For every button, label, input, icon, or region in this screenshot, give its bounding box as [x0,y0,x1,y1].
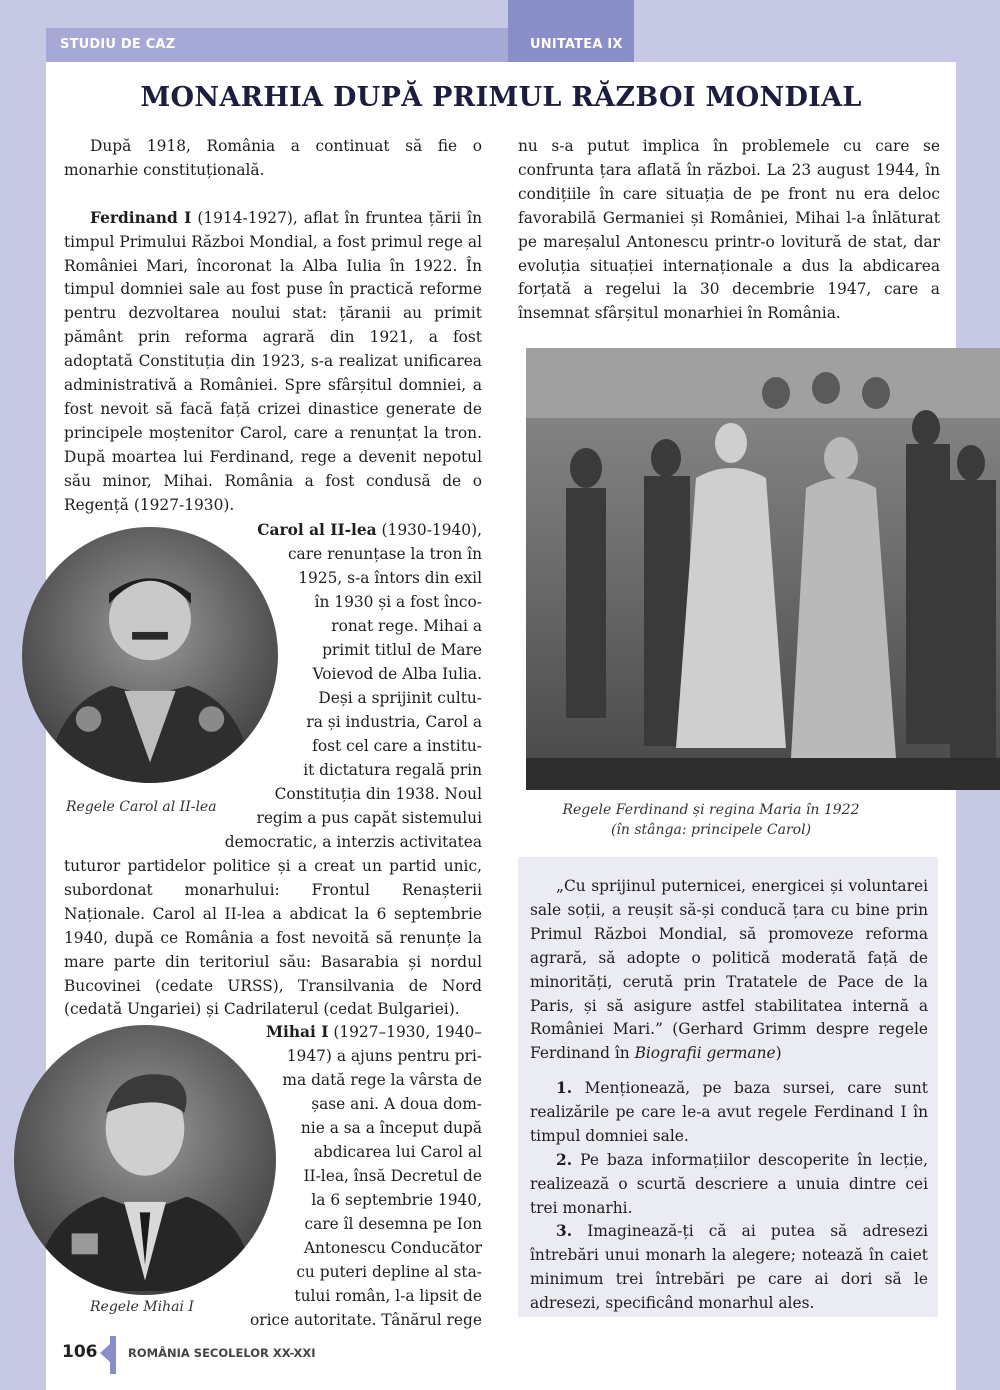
carol-line-12: regim a pus capăt sistemului [256,809,482,827]
carol-line-11: Constituția din 1938. Noul [274,785,482,803]
carol-paragraph [0,0,1,1]
carol-line-2: 1925, s-a întors din exil [298,569,482,587]
carol-line-5: primit titlul de Mare [322,641,482,659]
mihai-line-4: nie a sa a început după [300,1119,482,1137]
ferdinand-paragraph [64,207,482,518]
carol-line-8: ra și industria, Carol a [306,713,482,731]
carol-caption: Regele Carol al II-lea [66,799,217,815]
mihai-line-5: abdicarea lui Carol al [313,1143,482,1161]
question-2: 2. Pe baza informațiilor descoperite în lecție, realizează o scurtă descriere a unuia dintre cei trei monarhi. [530,1150,928,1217]
section-label: STUDIU DE CAZ [60,37,176,52]
carol-line-6: Voievod de Alba Iulia. [312,665,482,683]
book-title: ROMÂNIA SECOLELOR XX-XXI [128,1346,316,1360]
carol-rest-text: tuturor partidelor politice și a creat un partid unic, subordonat monarhului: Frontul Renașterii Naționale. Carol al II-lea a abdicat la 6 septembrie 1940, după ce România a fost nevoită să renunțe la mare parte din teritoriul său: Basarabia și nordul Bucovinei (cedate URSS), Transilvania de Nord (cedată Ungariei) și Cadrilaterul (cedat Bulgariei). [64,857,482,1019]
left-column-text [64,135,482,517]
carol-line-7: Deși a sprijinit cultu- [318,689,482,707]
ferdinand-text: (1914-1927), aflat în fruntea țării în timpul Primului Război Mondial, a fost primul rege al României Mari, încoronat la Alba Iulia în 1922. În timpul domniei sale au fost puse în practică reforme pentru dezvoltarea noului stat: țăranii au primit pământ prin reforma agrară din 1921, a fost adoptată Constituția din 1923, s-a realizat unificarea administrativă a României. Spre sfârșitul domniei, a fost nevoit să facă față crizei dinastice generate de principele moștenitor Carol, care a renunțat la tron. După moartea lui Ferdinand, rege a devenit nepotul său minor, Mihai. România a fost condusă de o Regență (1927-1930). [64,208,483,514]
carol-line-3: în 1930 și a fost înco- [314,593,482,611]
mihai-line-11: tului român, l-a lipsit de [294,1287,482,1305]
question-1: 1. Menționează, pe baza sursei, care sunt realizările pe care le-a avut regele Ferdinand I în timpul domniei sale. [530,1079,928,1145]
page-title: MONARHIA DUPĂ PRIMUL RĂZBOI MONDIAL [140,82,862,113]
carol-name: Carol al II-lea [257,521,377,539]
carol-portrait-image [22,527,278,783]
page-footer [46,1340,466,1374]
group-photo-caption: Regele Ferdinand și regina Maria în 1922 (în stânga: principele Carol) [562,802,860,838]
right-column-continuation: nu s-a putut implica în problemele cu care se confrunta țara aflată în război. La 23 august 1944, în condițiile în care situația de pe front nu era deloc favorabilă Germaniei și României, Mihai l-a înlăturat pe mareșalul Antonescu printr-o lovitură de stat, dar evoluția situației internaționale a dus la abdicarea forțată a regelui la 30 decembrie 1947, care a însemnat sfârșitul monarhiei în România. [518,137,940,323]
carol-line-10: it dictatura regală prin [303,761,482,779]
mihai-portrait-image [14,1025,276,1295]
mihai-portrait-photo [14,1025,276,1295]
ferdinand-maria-photo [526,348,1000,790]
carol-line-13: democratic, a interzis activitatea [224,833,482,851]
carol-line-1: care renunțase la tron în [287,545,482,563]
mihai-name: Mihai I [265,1023,329,1041]
footer-divider [110,1336,116,1374]
carol-portrait-photo [22,527,278,783]
mihai-line-9: Antonescu Conducător [303,1239,482,1257]
questions-list [530,1077,928,1316]
mihai-line-7: la 6 septembrie 1940, [311,1191,482,1209]
mihai-line-0: Mihai I (1927–1930, 1940– [265,1023,482,1041]
mihai-line-2: ma dată rege la vârsta de [282,1071,482,1089]
ferdinand-name: Ferdinand I [90,208,192,227]
mihai-caption: Regele Mihai I [90,1299,194,1315]
unit-label: UNITATEA IX [530,37,623,52]
header-right-tab [508,0,634,62]
carol-line-4: ronat rege. Mihai a [331,617,482,635]
question-3: 3. Imaginează-ți că ai putea să adresezi întrebări unui monarh la alegere; notează în caiet minimum trei întrebări pe care ai dori să le adresezi, specificând monarhul ales. [530,1222,928,1313]
footer-arrow-icon [100,1344,110,1362]
source-quote: „Cu sprijinul puternicei, energicei și voluntarei sale soții, a reușit să-și conducă țara cu bine prin Primul Război Mondial, să promoveze reforma agrară, să adopte o politică moderată față de minorități, cerută prin Tratatele de Pace de la Paris, și să asigure astfel stabilitatea internă a României Mari.” (Gerhard Grimm despre regele Ferdinand în Biografii germane) [530,877,928,1063]
ferdinand-maria-image [526,348,1000,790]
intro-paragraph: După 1918, România a continuat să fie o monarhie constituțională. [64,137,482,179]
carol-line-9: fost cel care a institu- [312,737,482,755]
mihai-line-12: orice autoritate. Tânărul rege [249,1311,482,1329]
mihai-line-8: care îl desemna pe Ion [304,1215,482,1233]
mihai-line-3: șase ani. A doua dom- [311,1095,482,1113]
page-number: 106 [62,1342,98,1362]
mihai-line-6: II-lea, însă Decretul de [303,1167,482,1185]
source-title: Biografii germane [634,1044,776,1063]
carol-line-0: Carol al II-lea (1930-1940), [257,521,482,539]
mihai-line-1: 1947) a ajuns pentru pri- [286,1047,482,1065]
mihai-line-10: cu puteri depline al sta- [296,1263,482,1281]
